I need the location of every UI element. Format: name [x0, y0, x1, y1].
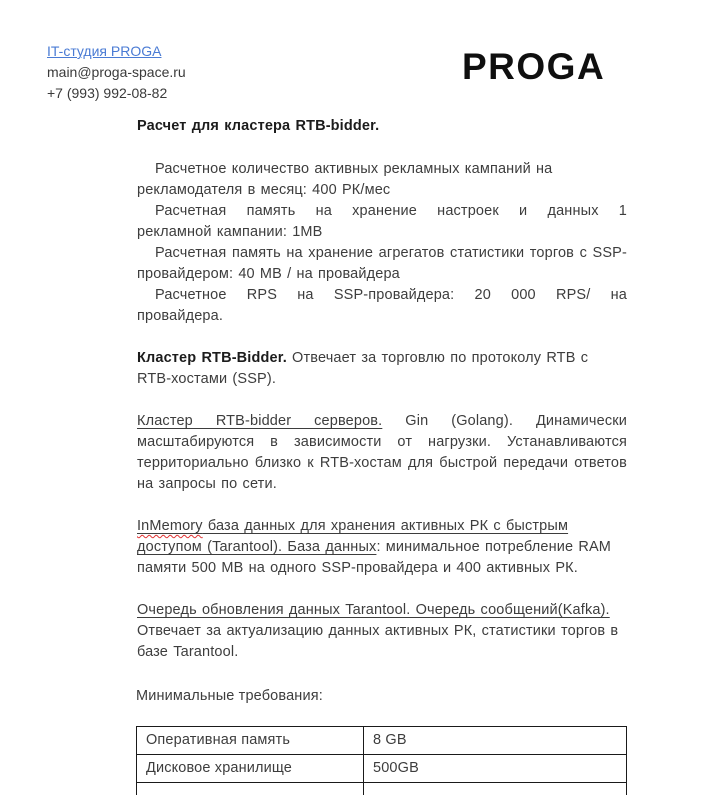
- cluster-servers-lead: Кластер RTB-bidder серверов.: [137, 413, 383, 429]
- requirements-section: [136, 686, 628, 795]
- requirement-name-cell: Дисковое хранилище: [137, 755, 364, 783]
- queue-text: Отвечает за актуализацию данных активных РК, статистики торгов в базе Tarantool.: [137, 623, 619, 660]
- cluster-servers-paragraph: [137, 411, 627, 495]
- calc-item-rps-line2: провайдера.: [137, 308, 224, 324]
- phone-text: +7 (993) 992-08-82: [47, 85, 168, 101]
- doc-title: Расчет для кластера RTB-bidder.: [137, 118, 380, 134]
- requirement-name-cell: Оперативная память: [137, 727, 364, 755]
- calc-item-settings-memory-line2: рекламной кампании: 1MB: [137, 224, 323, 240]
- calc-item-settings-memory: [137, 201, 627, 243]
- table-row: [137, 727, 627, 755]
- requirement-value-cell: 8 GB: [364, 727, 627, 755]
- proga-logo: PROGA: [462, 46, 606, 87]
- inmemory-paragraph: [137, 516, 627, 579]
- inmemory-lead-rest: база данных для хранения активных РК с быстрым доступом (Tarantool). База данных: [137, 518, 569, 555]
- email-text: main@proga-space.ru: [47, 64, 186, 80]
- cluster-bidder-text: Отвечает за торговлю по протоколу RTB с RTB-хостами (SSP).: [137, 350, 589, 387]
- requirements-table: [136, 726, 627, 795]
- cluster-servers-text: Gin (Golang). Динамически масштабируются в зависимости от нагрузки. Устанавливаются территориально близко к RTB-хостам для быстрой передачи ответов на запросы по сети.: [137, 413, 627, 492]
- inmemory-text: : минимальное потребление RAM памяти 500 MB на одного SSP-провайдера и 400 активных РК.: [137, 539, 612, 576]
- company-link-row: [47, 41, 186, 62]
- requirement-value-cell: 500GB: [364, 755, 627, 783]
- calc-item-aggregates-memory: Расчетная память на хранение агрегатов статистики торгов с SSP-провайдером: 40 MB / на провайдера: [137, 245, 627, 282]
- cluster-bidder-lead: Кластер RTB-Bidder.: [137, 350, 287, 366]
- queue-lead: Очередь обновления данных Tarantool. Очередь сообщений(Kafka).: [137, 602, 610, 618]
- requirements-label: Минимальные требования:: [136, 688, 323, 704]
- document-content: [137, 116, 627, 663]
- table-row: [137, 755, 627, 783]
- requirement-name-cell: [137, 783, 364, 795]
- table-row: [137, 783, 627, 795]
- company-link[interactable]: IT-студия PROGA: [47, 43, 162, 59]
- requirement-value-cell: [364, 783, 627, 795]
- cluster-bidder-paragraph: [137, 348, 627, 390]
- queue-paragraph: [137, 600, 627, 663]
- calc-item-rps: [137, 285, 627, 327]
- inmemory-misspelled-word: InMemory: [137, 518, 203, 534]
- calc-item-rps-line1: Расчетное RPS на SSP-провайдера: 20 000 RPS/ на: [155, 287, 627, 303]
- contact-block: [47, 41, 186, 104]
- calc-item-campaign-count: Расчетное количество активных рекламных кампаний на рекламодателя в месяц: 400 РК/мес: [137, 161, 553, 198]
- calc-item-settings-memory-line1: Расчетная память на хранение настроек и данных 1: [155, 203, 627, 219]
